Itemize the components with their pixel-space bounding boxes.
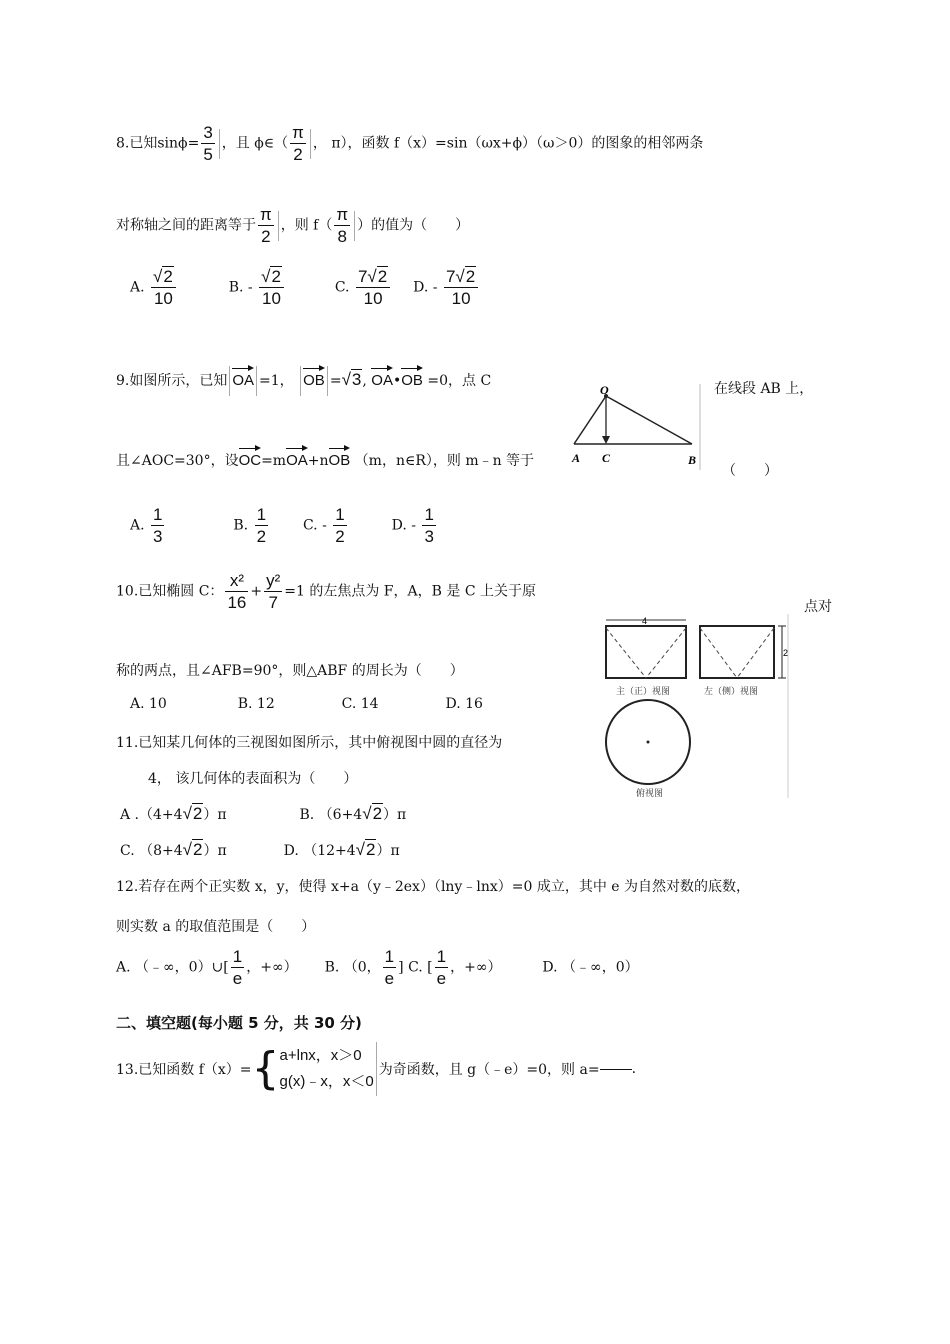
- vector-ob: OB: [303, 366, 325, 389]
- option-a: A.: [130, 279, 145, 296]
- numerator: 1: [256, 505, 267, 524]
- numerator: 1: [232, 947, 243, 966]
- numerator: 1: [384, 947, 395, 966]
- option-b-value: [259, 268, 284, 307]
- y-term: [264, 572, 282, 611]
- label-o: O: [600, 384, 609, 397]
- denominator: 2: [258, 225, 274, 245]
- q9-text: +n: [307, 453, 329, 469]
- divider: [376, 1042, 377, 1096]
- sqrt: √2: [455, 267, 476, 286]
- q9-text: =1，: [259, 373, 294, 389]
- q10-line1: [116, 572, 536, 611]
- denominator: e: [436, 969, 447, 988]
- radicand: 2: [465, 267, 476, 286]
- x-term: [225, 572, 248, 611]
- divider: [300, 366, 301, 396]
- option-c: C. -: [302, 517, 327, 534]
- option-c: C. [: [408, 959, 433, 976]
- vector-oa: OA: [286, 446, 308, 469]
- label-c: C: [602, 451, 611, 465]
- option-a-suffix: ）π: [203, 807, 227, 823]
- numerator: 3: [203, 123, 213, 142]
- denominator: e: [232, 969, 243, 988]
- vector-ob: OB: [401, 366, 423, 389]
- q9-options: [130, 506, 438, 545]
- q9-text-right: 在线段 AB 上，: [714, 381, 814, 397]
- denominator: 10: [444, 287, 478, 307]
- option-c-value: [333, 506, 346, 545]
- q8-text: ，且 ϕ∈（: [221, 135, 289, 152]
- dot-product: •: [392, 373, 402, 389]
- option-b: B. 12: [237, 696, 275, 712]
- vector-oc: OC: [239, 446, 262, 469]
- divider: [354, 211, 355, 241]
- numerator: π: [260, 205, 272, 224]
- option-a-suffix: ，+∞）: [246, 959, 298, 976]
- q9-line1: 9.如图所示，已知 OA =1， OB =√3, OA•OB =0，点 C: [116, 366, 491, 396]
- option-c-value: [356, 268, 390, 307]
- option-c-suffix: ，+∞）: [450, 959, 502, 976]
- numerator: 1: [153, 505, 163, 524]
- q9-text: 9.如图所示，已知: [116, 373, 228, 389]
- denominator: 3: [424, 527, 434, 546]
- sqrt-2: √2: [182, 840, 203, 859]
- q9-text: =m: [261, 453, 287, 469]
- triangle-figure: [568, 384, 704, 470]
- radicand: 2: [192, 804, 203, 823]
- option-a: A. 10: [130, 696, 167, 712]
- option-b: B. （0，: [324, 959, 381, 976]
- option-a: A. （﹣∞，0）∪[: [116, 959, 229, 976]
- radicand: 2: [271, 267, 281, 286]
- q8-text: ， π），函数 f（x）=sin（ωx+ϕ）（ω＞0）的图象的相邻两条: [312, 135, 704, 152]
- height-label: 2: [783, 648, 789, 658]
- radicand: 2: [366, 840, 376, 859]
- q11-line1: 11.已知某几何体的三视图如图所示，其中俯视图中圆的直径为: [116, 735, 503, 751]
- q8-text: 对称轴之间的距离等于: [116, 217, 256, 234]
- q8-text: 8.已知sinϕ=: [116, 135, 200, 152]
- option-b-suffix: ]: [398, 959, 404, 976]
- one-over-e: [435, 948, 448, 987]
- q9-text: =0，点 C: [427, 373, 492, 389]
- q10-text: =1 的左焦点为 F，A，B 是 C 上关于原: [284, 583, 536, 600]
- q13-text: 13.已知函数 f（x）=: [116, 1062, 252, 1078]
- radicand: 2: [377, 267, 388, 286]
- denominator: 10: [259, 287, 284, 307]
- top-view-label: 俯视图: [636, 789, 664, 798]
- denominator: 10: [151, 287, 176, 307]
- q8-text: ）的值为（ ）: [357, 217, 470, 234]
- radicand: 2: [372, 804, 383, 823]
- option-d-value: [444, 268, 478, 307]
- side-view-label: 左（侧）视图: [704, 687, 759, 697]
- vector-oa: OA: [232, 366, 254, 389]
- q8-text: ，则 f（: [280, 217, 333, 234]
- denominator: 7: [264, 591, 282, 611]
- q10-text: 10.已知椭圆 C：: [116, 583, 224, 600]
- three-view-figure: [596, 614, 792, 798]
- numerator: [444, 268, 478, 287]
- denominator: 3: [153, 527, 163, 546]
- option-a-value: [151, 268, 176, 307]
- denominator: 2: [256, 527, 267, 546]
- option-b: B.: [233, 517, 249, 534]
- q8-line2: [116, 206, 469, 245]
- sqrt-2: √2: [182, 804, 203, 823]
- option-c: C.: [334, 279, 350, 296]
- q12-options: [116, 948, 639, 987]
- q11-line2: 4， 该几何体的表面积为（ ）: [148, 771, 358, 787]
- denominator: 2: [335, 527, 345, 546]
- numerator: [356, 268, 390, 287]
- q12-line1: 12.若存在两个正实数 x，y，使得 x+a（y﹣2ex）（lny﹣lnx）=0 成立，其中 e 为自然对数的底数，: [116, 879, 751, 895]
- q9-text: =: [329, 373, 342, 389]
- numerator: 1: [424, 505, 434, 524]
- pi-half-fraction: [258, 206, 274, 245]
- numerator: π: [292, 123, 304, 142]
- radicand: 3: [351, 370, 362, 389]
- radicand: 2: [193, 840, 203, 859]
- sqrt-3: √3: [341, 370, 362, 389]
- divider: [310, 129, 311, 159]
- divider: [327, 366, 328, 396]
- q9-line2: [116, 446, 534, 470]
- q13-line: [116, 1042, 636, 1096]
- numerator: 1: [335, 505, 345, 524]
- q10-text-right: 点对: [804, 599, 832, 615]
- vector-oa: OA: [371, 366, 393, 389]
- q10-line2: 称的两点，且∠AFB=90°，则△ABF 的周长为（ ）: [116, 663, 464, 679]
- numerator: π: [336, 205, 349, 224]
- numerator: [151, 268, 176, 287]
- piecewise-brace: {: [251, 1043, 280, 1094]
- option-c: C. （8+4: [120, 843, 183, 859]
- plus: +: [250, 583, 263, 600]
- radicand: 2: [163, 267, 173, 286]
- q9-text: （m，n∈R），则 m﹣n 等于: [354, 453, 535, 469]
- divider: [278, 211, 279, 241]
- divider: [229, 366, 230, 396]
- case-1: a+lnx，x＞0: [279, 1047, 362, 1064]
- divider: [219, 129, 220, 159]
- option-b: B. （6+4: [299, 807, 363, 823]
- coefficient: 7: [445, 267, 456, 286]
- q11-options-row1: [120, 804, 406, 824]
- option-d: D. （12+4: [283, 843, 356, 859]
- q8-options: [130, 268, 480, 307]
- option-c-suffix: ）π: [203, 843, 227, 859]
- q13-end: .: [631, 1061, 637, 1077]
- pi-eighth-fraction: [334, 206, 350, 245]
- option-d: D. -: [413, 279, 438, 296]
- coefficient: 7: [357, 267, 368, 286]
- width-label: 4: [642, 616, 648, 626]
- option-d-value: [422, 506, 435, 545]
- pi-half-fraction: [290, 124, 306, 163]
- sqrt: √2: [261, 267, 281, 286]
- option-d-suffix: ）π: [376, 843, 400, 859]
- front-view-label: 主（正）视图: [616, 687, 671, 697]
- answer-paren: （ ）: [722, 463, 778, 479]
- option-d: D. 16: [445, 696, 483, 712]
- denominator: 8: [334, 225, 350, 245]
- denominator: 5: [203, 145, 213, 164]
- numerator: [259, 268, 284, 287]
- sqrt-2: √2: [362, 804, 383, 823]
- option-b: B. -: [228, 279, 253, 296]
- vector-ob: OB: [329, 446, 351, 469]
- numerator: x²: [229, 571, 244, 590]
- label-a: A: [572, 451, 581, 465]
- q10-options: [130, 696, 483, 712]
- option-a-value: [151, 506, 164, 545]
- numerator: y²: [266, 571, 281, 590]
- option-c: C. 14: [341, 696, 379, 712]
- answer-blank[interactable]: [600, 1069, 632, 1070]
- case-2: g(x)﹣x，x＜0: [279, 1073, 374, 1090]
- sqrt: √2: [367, 267, 388, 286]
- sqrt: √2: [153, 267, 173, 286]
- option-b-suffix: ）π: [383, 807, 407, 823]
- q11-options-row2: [120, 840, 400, 860]
- denominator: e: [384, 969, 395, 988]
- denominator: 2: [290, 143, 306, 163]
- option-d: D. -: [391, 517, 416, 534]
- q8-line1: [116, 124, 703, 163]
- one-over-e: [383, 948, 396, 987]
- option-d: D. （﹣∞，0）: [542, 959, 639, 976]
- q12-line2: 则实数 a 的取值范围是（ ）: [116, 919, 316, 935]
- piecewise-cases: [280, 1043, 374, 1095]
- q13-text: 为奇函数，且 g（﹣e）=0，则 a=: [378, 1062, 600, 1078]
- denominator: 10: [356, 287, 390, 307]
- sqrt-2: √2: [355, 840, 376, 859]
- option-a: A .（4+4: [120, 807, 183, 823]
- sin-fraction: [201, 124, 214, 163]
- option-a: A.: [130, 517, 145, 534]
- option-b-value: [255, 506, 268, 545]
- label-b: B: [688, 453, 697, 467]
- divider: [256, 366, 257, 396]
- denominator: 16: [227, 593, 247, 612]
- q9-text: 且∠AOC=30°，设: [116, 453, 239, 469]
- one-over-e: [231, 948, 244, 987]
- section-heading: 二、填空题(每小题 5 分，共 30 分): [116, 1014, 362, 1032]
- numerator: 1: [436, 947, 447, 966]
